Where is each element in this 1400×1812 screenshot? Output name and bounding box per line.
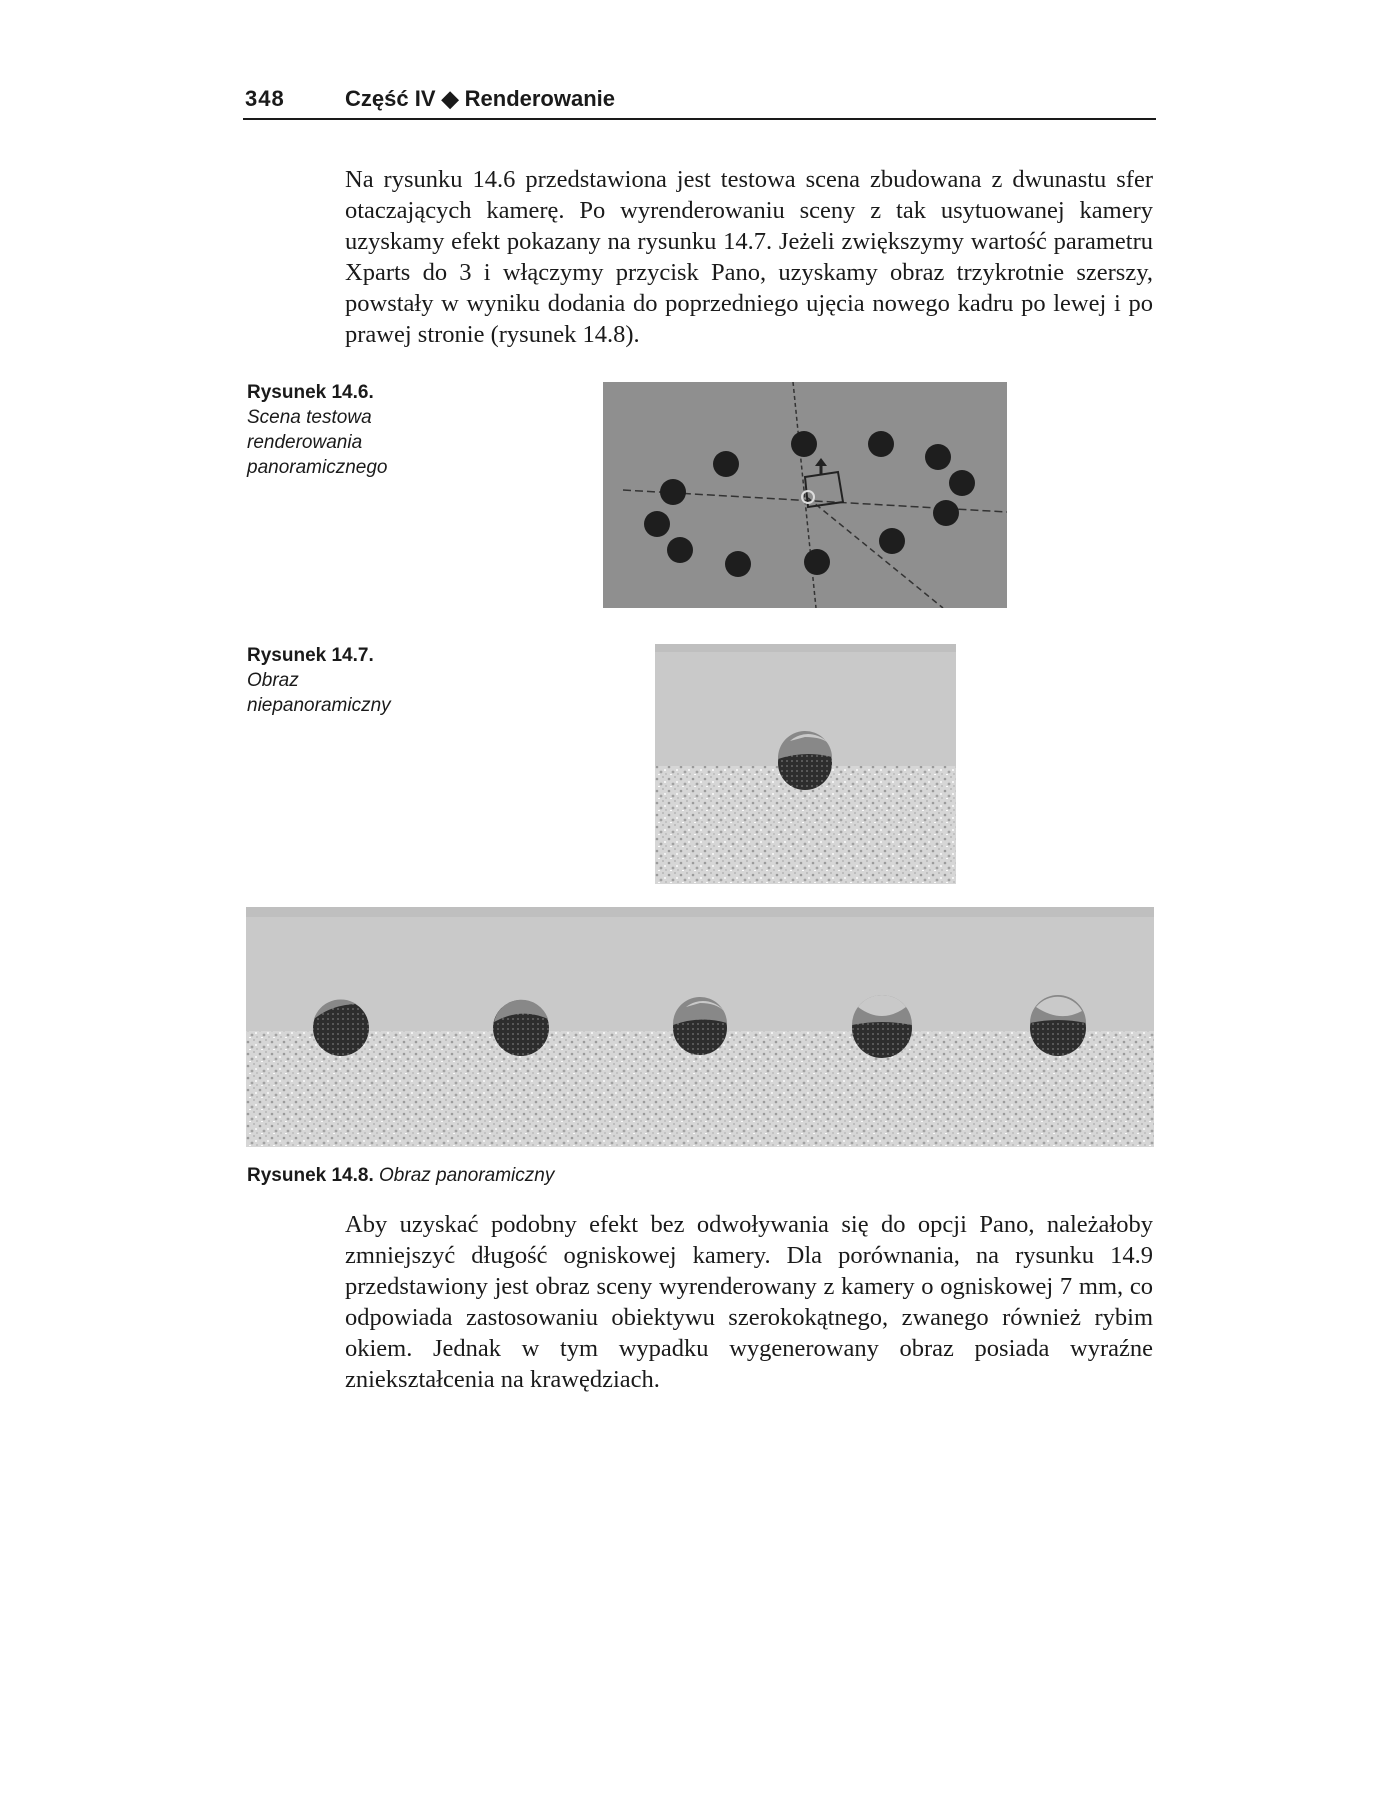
paragraph-1-text: Na rysunku 14.6 przedstawiona jest testowa scena zbudowana z dwunastu sfer otaczających kamerę. Po wyrenderowaniu sceny z tak usytuowanej kamery uzyskamy efekt pokazany na rysunku 14.7. Jeżeli zwiększymy wartość parametru Xparts do 3 i włączymy przycisk Pano, uzyskamy obraz trzykrotnie szerszy, powstały w wyniku dodania do poprzedniego ujęcia nowego kadru po lewej i po prawej stronie (rysunek 14.8). xyxy=(345,166,1153,348)
figure-14-8-caption xyxy=(247,1165,554,1187)
running-title: Część IV ◆ Renderowanie xyxy=(345,86,616,111)
figure-14-6-caption xyxy=(247,380,427,480)
paragraph-1 xyxy=(345,164,1153,350)
figure-14-6-image xyxy=(603,382,1007,608)
figure-label: Rysunek 14.6. xyxy=(247,382,374,403)
paragraph-2-text: Aby uzyskać podobny efekt bez odwoływania się do opcji Pano, należałoby zmniejszyć długość ogniskowej kamery. Dla porównania, na rysunku 14.9 przedstawiony jest obraz sceny wyrenderowany z kamery o ogniskowej 7 mm, co odpowiada zastosowaniu obiektywu szerokokątnego, zwanego również rybim okiem. Jednak w tym wypadku wygenerowany obraz posiada wyraźne zniekształcenia na krawędziach. xyxy=(345,1211,1153,1393)
figure-label: Rysunek 14.8. xyxy=(247,1165,374,1186)
figure-description: Obraz panoramiczny xyxy=(379,1165,555,1186)
figure-description: Obraz niepanoramiczny xyxy=(247,670,391,716)
figure-14-7-image xyxy=(655,644,956,884)
figure-description: Scena testowa renderowania panoramicznego xyxy=(247,407,388,478)
page-number: 348 xyxy=(245,86,285,111)
figure-label: Rysunek 14.7. xyxy=(247,645,374,666)
figure-14-7-caption xyxy=(247,643,427,718)
page-header xyxy=(243,84,1156,120)
paragraph-2 xyxy=(345,1209,1153,1395)
figure-14-8-image xyxy=(246,907,1154,1147)
